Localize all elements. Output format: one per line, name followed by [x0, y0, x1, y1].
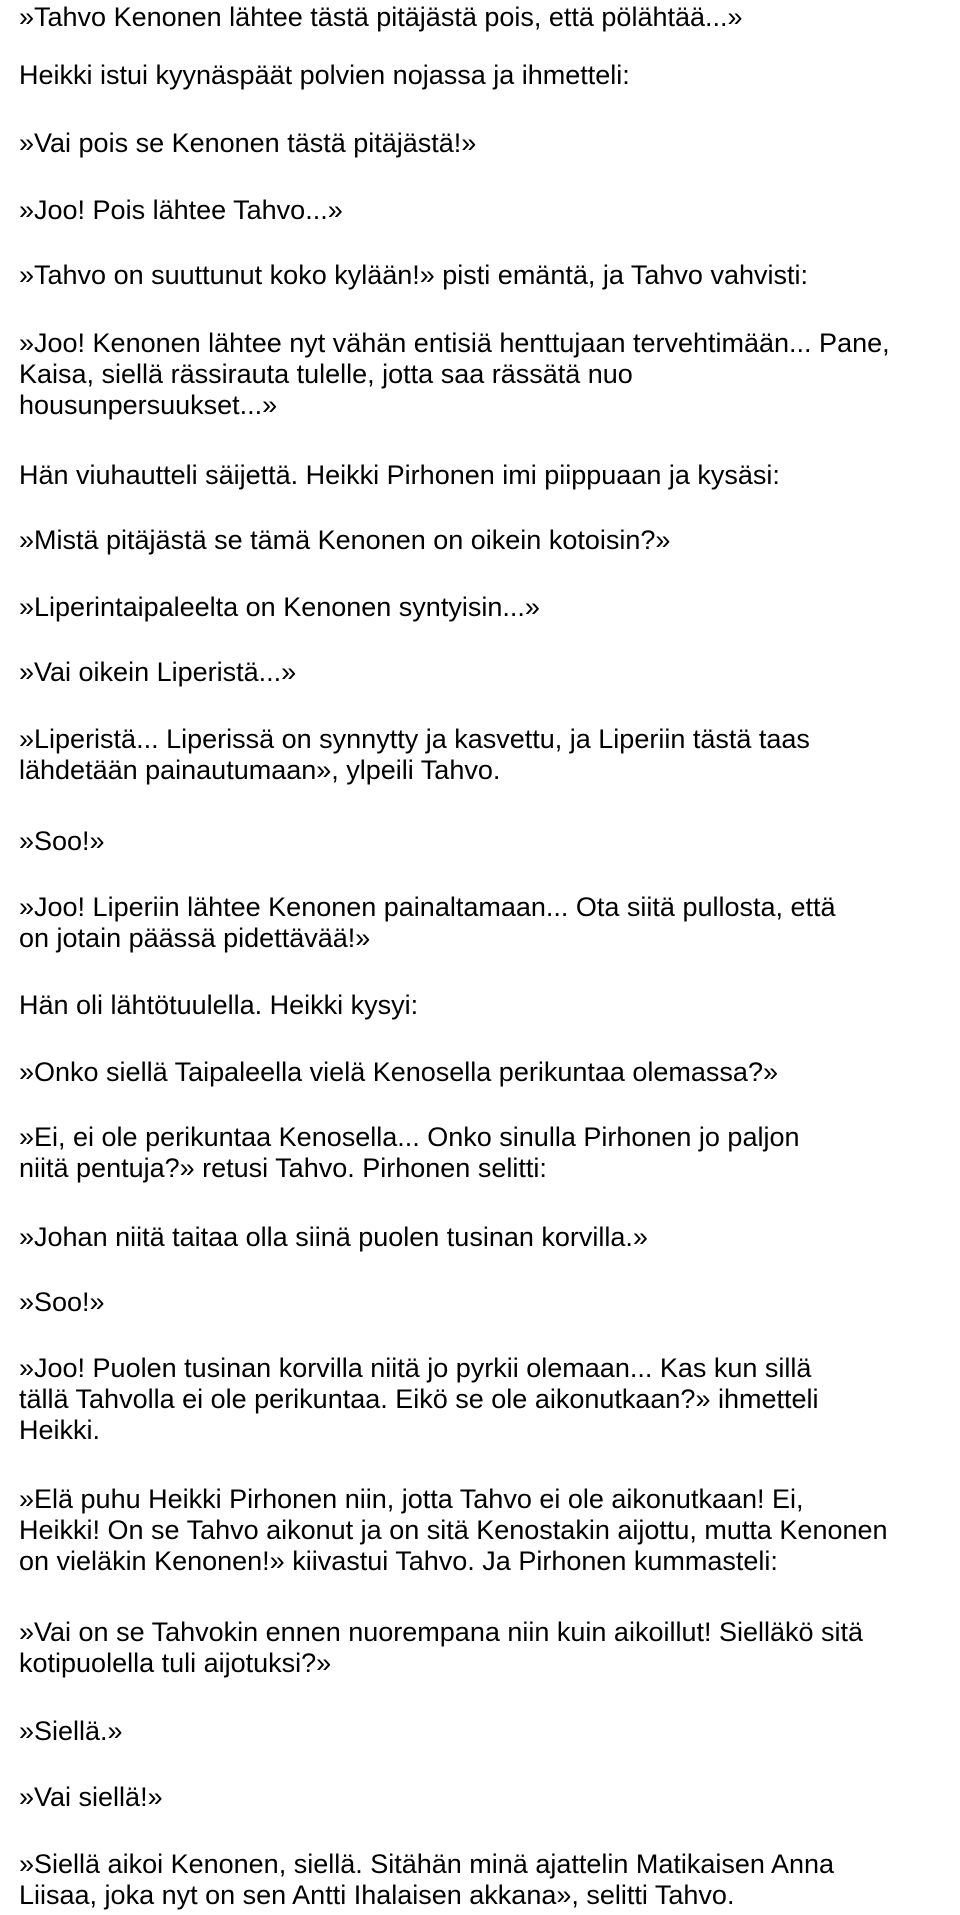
text-line: »Siellä aikoi Kenonen, siellä. Sitähän minä ajattelin Matikaisen Anna	[19, 1849, 835, 1879]
paragraph	[19, 892, 836, 954]
paragraph	[19, 657, 296, 688]
text-line: »Tahvo on suuttunut koko kylään!» pisti emäntä, ja Tahvo vahvisti:	[19, 260, 808, 290]
text-line: »Vai oikein Liperistä...»	[19, 657, 297, 687]
text-line: »Siellä.»	[19, 1716, 123, 1746]
text-line: housunpersuukset...»	[19, 390, 278, 420]
paragraph	[19, 990, 418, 1021]
text-line: »Vai siellä!»	[19, 1782, 163, 1812]
text-line: »Joo! Liperiin lähtee Kenonen painaltamaan... Ota siitä pullosta, että	[19, 892, 836, 922]
paragraph	[19, 1782, 163, 1813]
paragraph	[19, 2, 743, 33]
paragraph	[19, 460, 780, 491]
paragraph	[19, 1849, 834, 1911]
text-line: »Mistä pitäjästä se tämä Kenonen on oikein kotoisin?»	[19, 525, 671, 555]
text-line: »Joo! Pois lähtee Tahvo...»	[19, 195, 343, 225]
paragraph	[19, 1057, 778, 1088]
text-line: Heikki.	[19, 1415, 101, 1445]
text-line: Heikki istui kyynäspäät polvien nojassa ja ihmetteli:	[19, 60, 630, 90]
paragraph	[19, 1287, 105, 1318]
paragraph	[19, 328, 890, 421]
paragraph	[19, 195, 343, 226]
text-line: Hän oli lähtötuulella. Heikki kysyi:	[19, 990, 419, 1020]
text-line: Liisaa, joka nyt on sen Antti Ihalaisen akkana», selitti Tahvo.	[19, 1880, 735, 1910]
paragraph	[19, 1716, 123, 1747]
text-line: »Liperintaipaleelta on Kenonen syntyisin...»	[19, 592, 540, 622]
paragraph	[19, 724, 810, 786]
paragraph	[19, 1617, 863, 1679]
text-line: »Ei, ei ole perikuntaa Kenosella... Onko sinulla Pirhonen jo paljon	[19, 1122, 800, 1152]
text-line: on jotain päässä pidettävää!»	[19, 923, 371, 953]
text-line: »Liperistä... Liperissä on synnytty ja kasvettu, ja Liperiin tästä taas	[19, 724, 810, 754]
text-line: Kaisa, siellä rässirauta tulelle, jotta saa rässätä nuo	[19, 359, 633, 389]
paragraph	[19, 525, 670, 556]
text-line: tällä Tahvolla ei ole perikuntaa. Eikö se ole aikonutkaan?» ihmetteli	[19, 1384, 819, 1414]
text-line: »Johan niitä taitaa olla siinä puolen tusinan korvilla.»	[19, 1222, 648, 1252]
text-line: lähdetään painautumaan», ylpeili Tahvo.	[19, 755, 501, 785]
text-line: kotipuolella tuli aijotuksi?»	[19, 1648, 332, 1678]
text-line: »Elä puhu Heikki Pirhonen niin, jotta Tahvo ei ole aikonutkaan! Ei,	[19, 1484, 804, 1514]
text-line: »Soo!»	[19, 1287, 105, 1317]
text-line: on vieläkin Kenonen!» kiivastui Tahvo. Ja Pirhonen kummasteli:	[19, 1546, 778, 1576]
paragraph	[19, 1484, 888, 1577]
text-line: Heikki! On se Tahvo aikonut ja on sitä Kenostakin aijottu, mutta Kenonen	[19, 1515, 888, 1545]
paragraph	[19, 128, 476, 159]
paragraph	[19, 1222, 648, 1253]
text-line: »Joo! Puolen tusinan korvilla niitä jo pyrkii olemaan... Kas kun sillä	[19, 1353, 812, 1383]
text-line: »Joo! Kenonen lähtee nyt vähän entisiä henttujaan tervehtimään... Pane,	[19, 328, 890, 358]
paragraph	[19, 60, 630, 91]
text-line: »Tahvo Kenonen lähtee tästä pitäjästä pois, että pölähtää...»	[19, 2, 743, 32]
text-line: »Onko siellä Taipaleella vielä Kenosella perikuntaa olemassa?»	[19, 1057, 778, 1087]
text-line: »Vai on se Tahvokin ennen nuorempana niin kuin aikoillut! Sielläkö sitä	[19, 1617, 864, 1647]
text-line: »Vai pois se Kenonen tästä pitäjästä!»	[19, 128, 477, 158]
paragraph	[19, 1353, 819, 1446]
text-line: niitä pentuja?» retusi Tahvo. Pirhonen selitti:	[19, 1153, 547, 1183]
text-line: »Soo!»	[19, 826, 105, 856]
paragraph	[19, 1122, 800, 1184]
paragraph	[19, 826, 105, 857]
text-line: Hän viuhautteli säijettä. Heikki Pirhonen imi piippuaan ja kysäsi:	[19, 460, 780, 490]
paragraph	[19, 260, 808, 291]
paragraph	[19, 592, 540, 623]
